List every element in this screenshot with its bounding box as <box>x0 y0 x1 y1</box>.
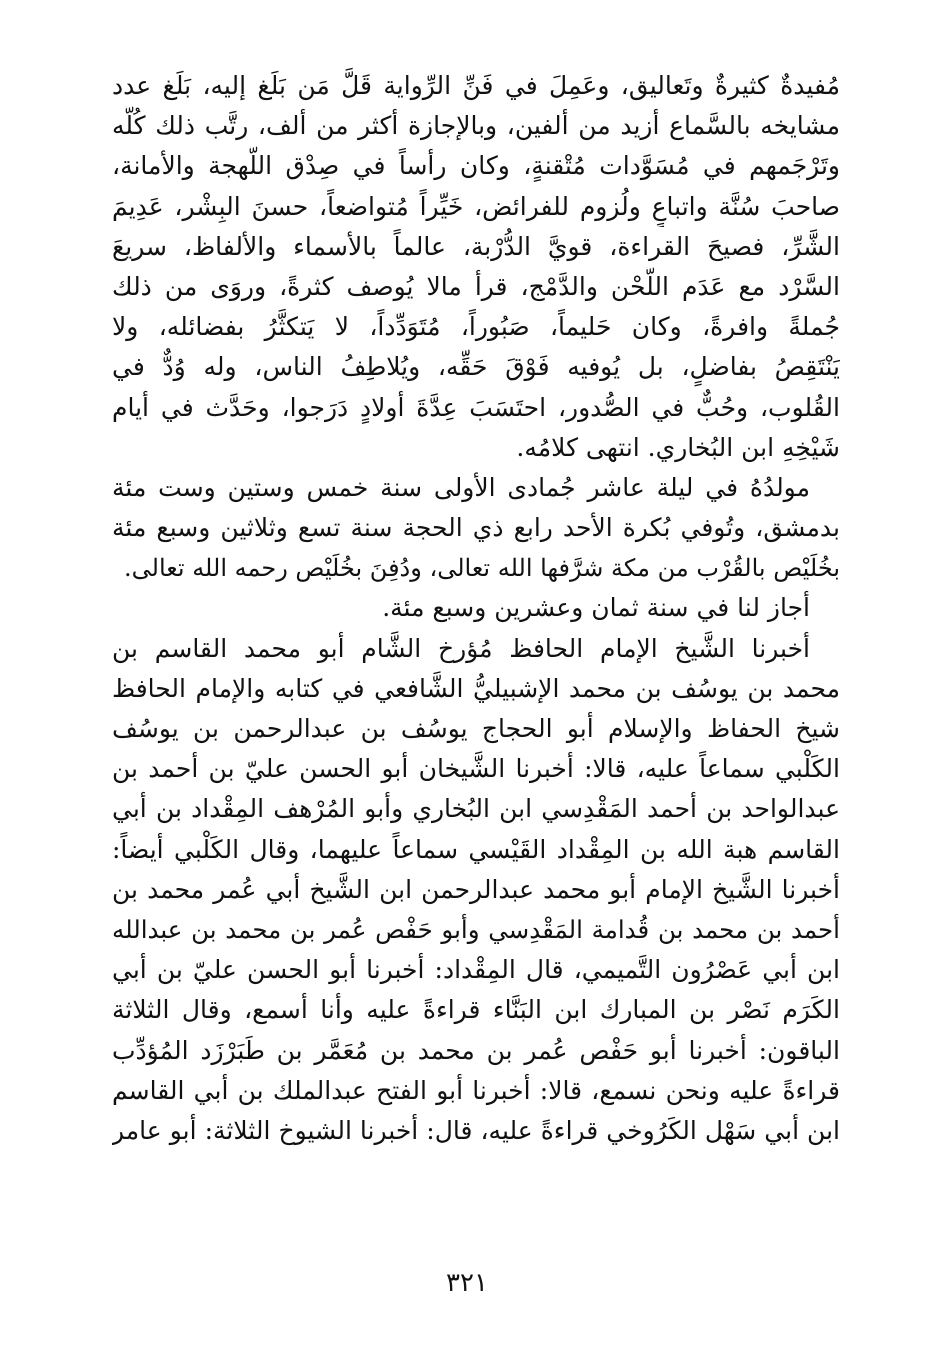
text-line: القُلوب، وحُبٌّ في الصُّدور، احتَسَبَ عِدَّةَ أولادٍ دَرَجوا، وحَدَّث في أيام <box>112 392 840 422</box>
text-line: مشايخه بالسَّماع أزيد من ألفين، وبالإجازة أكثر من ألف، رتَّب ذلك كُلَّه <box>112 111 840 141</box>
text-line: يَنْتَقِصُ بفاضلٍ، بل يُوفيه فَوْقَ حَقِّه، ويُلاطِفُ الناس، وله وُدٌّ في <box>112 352 840 382</box>
text-line: القاسم هبة الله بن المِقْداد القَيْسي سماعاً عليهما، وقال الكَلْبي أيضاً: <box>112 834 840 864</box>
body-text <box>112 66 840 1151</box>
text-line: شيخ الحفاظ والإسلام أبو الحجاج يوسُف بن عبدالرحمن بن يوسُف <box>112 714 840 743</box>
text-line: بخُلَيْص بالقُرْب من مكة شرَّفها الله تعالى، ودُفِنَ بخُلَيْص رحمه الله تعالى. <box>124 554 840 583</box>
text-line: ابن أبي عَصْرُون التَّميمي، قال المِقْداد: أخبرنا أبو الحسن عليّ بن أبي <box>112 955 840 985</box>
text-line: الباقون: أخبرنا أبو حَفْص عُمر بن محمد بن مُعَمَّر بن طَبَرْزَد المُؤدِّب <box>112 1035 840 1065</box>
text-line: قراءةً عليه ونحن نسمع، قالا: أخبرنا أبو الفتح عبدالملك بن أبي القاسم <box>112 1075 840 1105</box>
text-line: مُفيدةٌ كثيرةٌ وتَعاليق، وعَمِلَ في فَنِّ الرِّواية قَلَّ مَن بَلَغ إليه، بَلَغ عدد <box>112 71 840 100</box>
text-line: صاحبَ سُنَّة واتباعٍ ولُزوم للفرائض، خَيِّراً مُتواضعاً، حسنَ البِشْر، عَدِيمَ <box>112 191 840 221</box>
text-line: جُملةً وافرةً، وكان حَليماً، صَبُوراً، مُتَوَدِّداً، لا يَتكثَّرُ بفضائله، ولا <box>112 312 840 342</box>
text-line: أجاز لنا في سنة ثمان وعشرين وسبع مئة. <box>382 593 810 623</box>
text-line: أخبرنا الشَّيخ الإمام أبو محمد عبدالرحمن ابن الشَّيخ أبي عُمر محمد بن <box>112 874 840 904</box>
text-line: الكَرَم نَصْر بن المبارك ابن البَنَّاء قراءةً عليه وأنا أسمع، وقال الثلاثة <box>112 995 840 1025</box>
text-line: ابن أبي سَهْل الكَرُوخي قراءةً عليه، قال: أخبرنا الشيوخ الثلاثة: أبو عامر <box>112 1115 840 1145</box>
text-line: السَّرْد مع عَدَم اللَّحْن والدَّمْج، قرأ مالا يُوصف كثرةً، وروَى من ذلك <box>112 271 840 301</box>
text-line: الشَّرِّ، فصيحَ القراءة، قويَّ الدُّرْبة، عالماً بالأسماء والألفاظ، سريعَ <box>112 231 840 261</box>
text-line: مولدُهُ في ليلة عاشر جُمادى الأولى سنة خمس وستين وست مئة <box>112 472 810 502</box>
text-line: أخبرنا الشَّيخ الإمام الحافظ مُؤرخ الشَّام أبو محمد القاسم بن <box>112 633 810 663</box>
page-number: ٣٢١ <box>446 1268 488 1298</box>
text-line: بدمشق، وتُوفي بُكرة الأحد رابع ذي الحجة سنة تسع وثلاثين وسبع مئة <box>112 513 840 543</box>
text-line: عبدالواحد بن أحمد المَقْدِسي ابن البُخاري وأبو المُرْهف المِقْداد بن أبي <box>112 794 840 824</box>
text-line: محمد بن يوسُف بن محمد الإشبيليُّ الشَّافعي في كتابه والإمام الحافظ <box>112 673 840 703</box>
text-line: أحمد بن محمد بن قُدامة المَقْدِسي وأبو حَفْص عُمر بن محمد بن عبدالله <box>112 914 840 944</box>
text-line: الكَلْبي سماعاً عليه، قالا: أخبرنا الشَّيخان أبو الحسن عليّ بن أحمد بن <box>112 754 840 784</box>
text-line: شَيْخِهِ ابن البُخاري. انتهى كلامُه. <box>516 432 840 462</box>
text-line: وتَرْجَمهم في مُسَوَّدات مُتْقنةٍ، وكان رأساً في صِدْق اللَّهجة والأمانة، <box>112 151 840 181</box>
